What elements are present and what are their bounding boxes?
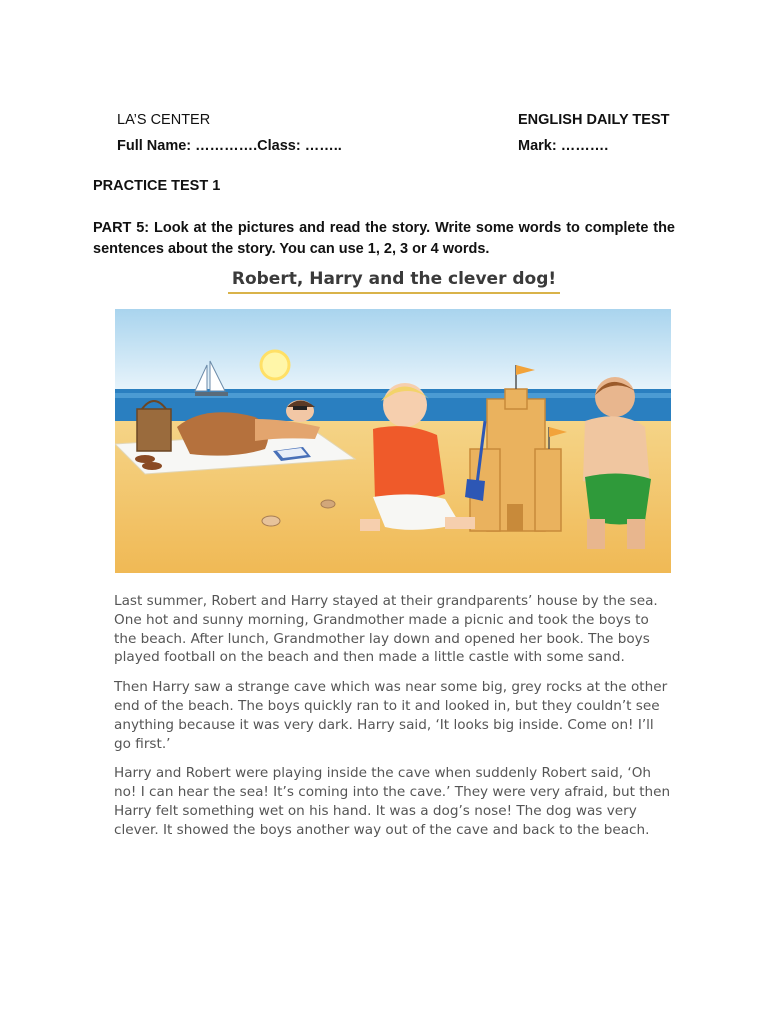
- header-right: [518, 110, 669, 162]
- story-paragraph: Then Harry saw a strange cave which was near some big, grey rocks at the other end of the beach. The boys quickly ran to it and looked in, but they couldn’t see anything because it was very dark. Harry said, ‘It looks big inside. Come on! I’ll go first.’: [114, 679, 668, 752]
- story-text: [114, 592, 674, 851]
- story-title: Robert, Harry and the clever dog!: [228, 266, 560, 294]
- sun-icon: [261, 351, 289, 379]
- beach-illustration: [115, 309, 671, 573]
- part-instructions: PART 5: Look at the pictures and read the story. Write some words to complete the sentences about the story. You can use 1, 2, 3 or 4 words.: [93, 220, 675, 257]
- basket-icon: [137, 401, 171, 451]
- center-name: LA’S CENTER: [117, 112, 211, 128]
- mark-field[interactable]: Mark: ……….: [518, 138, 609, 154]
- full-name-field[interactable]: Full Name: ………….Class: ……..: [117, 138, 342, 154]
- header-left: [117, 110, 342, 162]
- story-paragraph: Last summer, Robert and Harry stayed at their grandparents’ house by the sea. One hot and sunny morning, Grandmother made a picnic and took the boys to the beach. After lunch, Grandmother lay down and opened her book. The boys played football on the beach and then made a little castle with some sand.: [114, 593, 658, 666]
- beach-scene-svg: [115, 309, 671, 573]
- test-name: ENGLISH DAILY TEST: [518, 112, 670, 128]
- sky: [115, 309, 671, 391]
- test-title: PRACTICE TEST 1: [93, 178, 221, 194]
- story-paragraph: Harry and Robert were playing inside the cave when suddenly Robert said, ‘Oh no! I can hear the sea! It’s coming into the cave.’ They were very afraid, but then Harry felt something wet on his hand. It was a dog’s nose! The dog was very clever. It showed the boys another way out of the cave and back to the beach.: [114, 765, 671, 838]
